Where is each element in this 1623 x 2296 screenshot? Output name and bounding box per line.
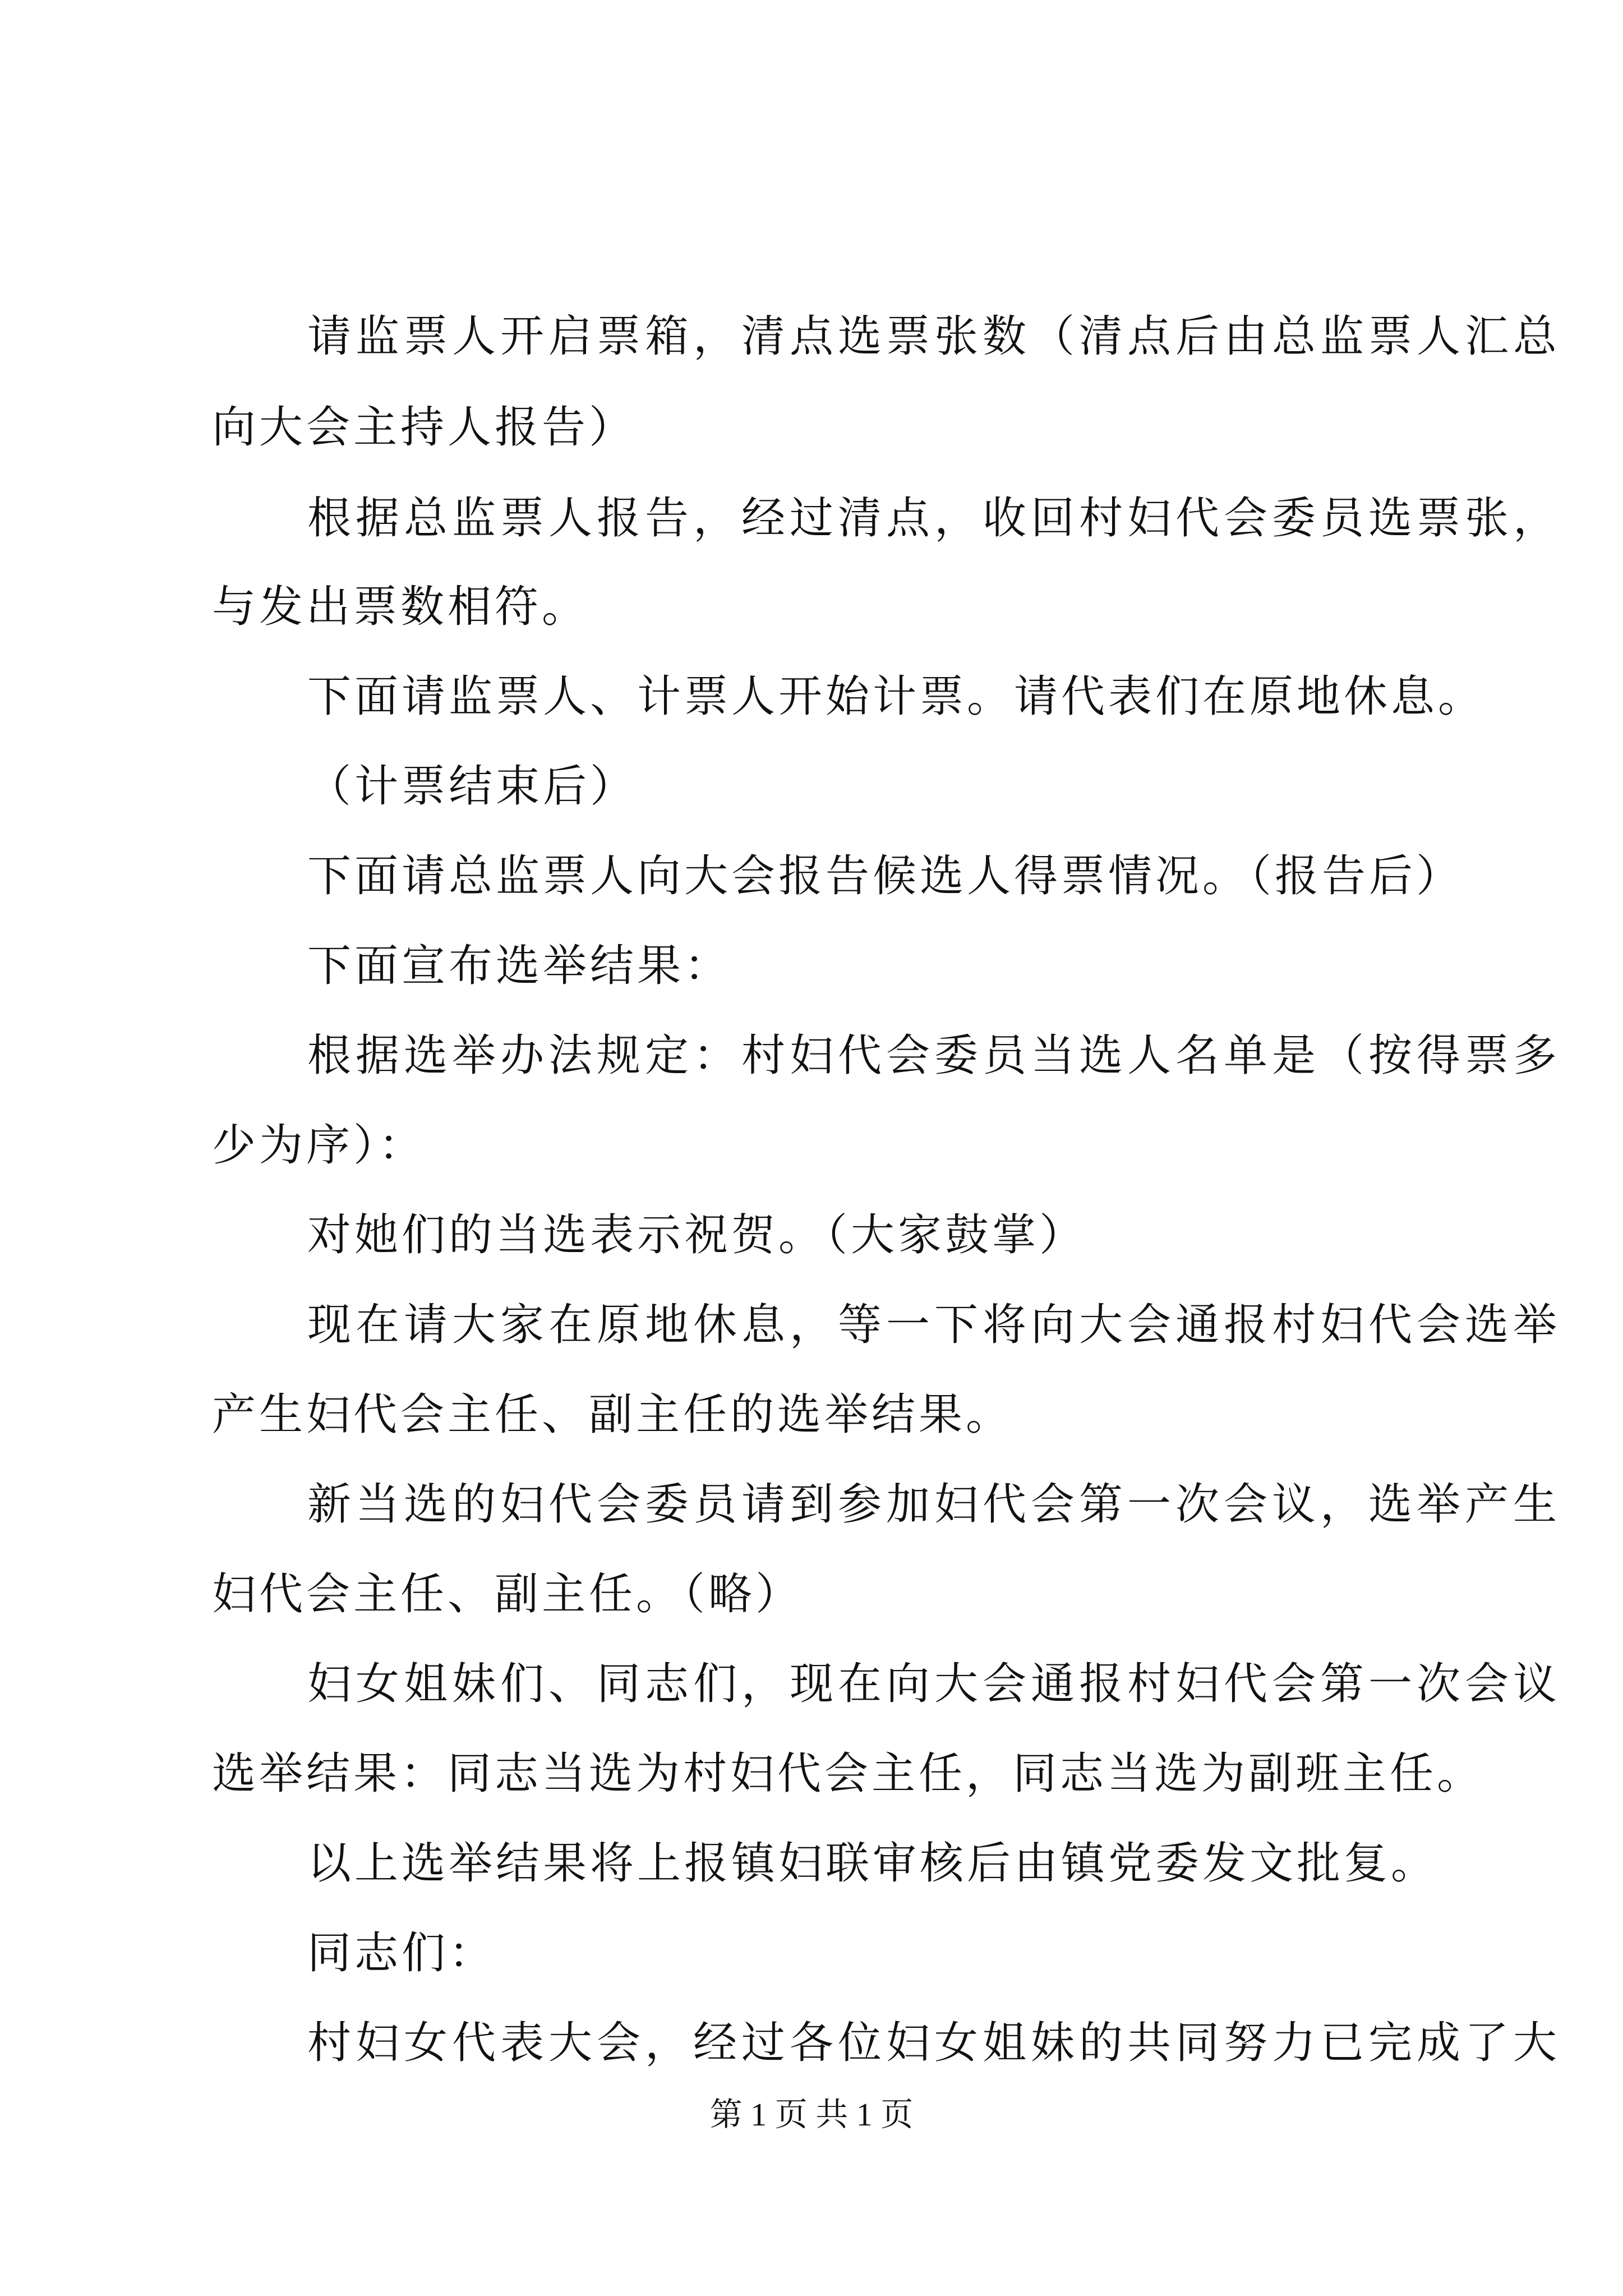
paragraph-line: 产生妇代会主任、副主任的选举结果。 xyxy=(212,1389,1013,1440)
paragraph-line: 根据选举办法规定：村妇代会委员当选人名单是（按得票多 xyxy=(307,1030,1562,1081)
paragraph-line: 下面请总监票人向大会报告候选人得票情况。（报告后） xyxy=(307,851,1464,901)
paragraph-line: 村妇女代表大会，经过各位妇女姐妹的共同努力已完成了大 xyxy=(307,2018,1562,2068)
paragraph-line: 妇代会主任、副主任。（略） xyxy=(212,1569,803,1619)
paragraph-line: 下面请监票人、计票人开始计票。请代表们在原地休息。 xyxy=(307,671,1486,722)
page-number-footer: 第 1 页 共 1 页 xyxy=(709,2096,914,2133)
paragraph-line: 向大会主持人报告） xyxy=(212,402,637,453)
paragraph-line: 妇女姐妹们、同志们，现在向大会通报村妇代会第一次会议 xyxy=(307,1659,1562,1709)
paragraph-line: 新当选的妇代会委员请到参加妇代会第一次会议，选举产生 xyxy=(307,1479,1562,1530)
paragraph-line: 以上选举结果将上报镇妇联审核后由镇党委发文批复。 xyxy=(307,1838,1438,1889)
paragraph-line: 同志们： xyxy=(307,1928,496,1978)
paragraph-line: 选举结果：同志当选为村妇代会主任，同志当选为副班主任。 xyxy=(212,1749,1484,1799)
paragraph-line: 根据总监票人报告，经过清点，收回村妇代会委员选票张， xyxy=(307,493,1562,544)
paragraph-line: （计票结束后） xyxy=(307,761,638,812)
paragraph-line: 少为序）： xyxy=(212,1120,426,1171)
paragraph-line: 下面宣布选举结果： xyxy=(307,941,732,991)
paragraph-line: 对她们的当选表示祝贺。（大家鼓掌） xyxy=(307,1210,1087,1260)
paragraph-line: 请监票人开启票箱，清点选票张数（清点后由总监票人汇总 xyxy=(307,311,1562,362)
paragraph-line: 与发出票数相符。 xyxy=(212,582,589,632)
paragraph-line: 现在请大家在原地休息，等一下将向大会通报村妇代会选举 xyxy=(307,1300,1562,1350)
